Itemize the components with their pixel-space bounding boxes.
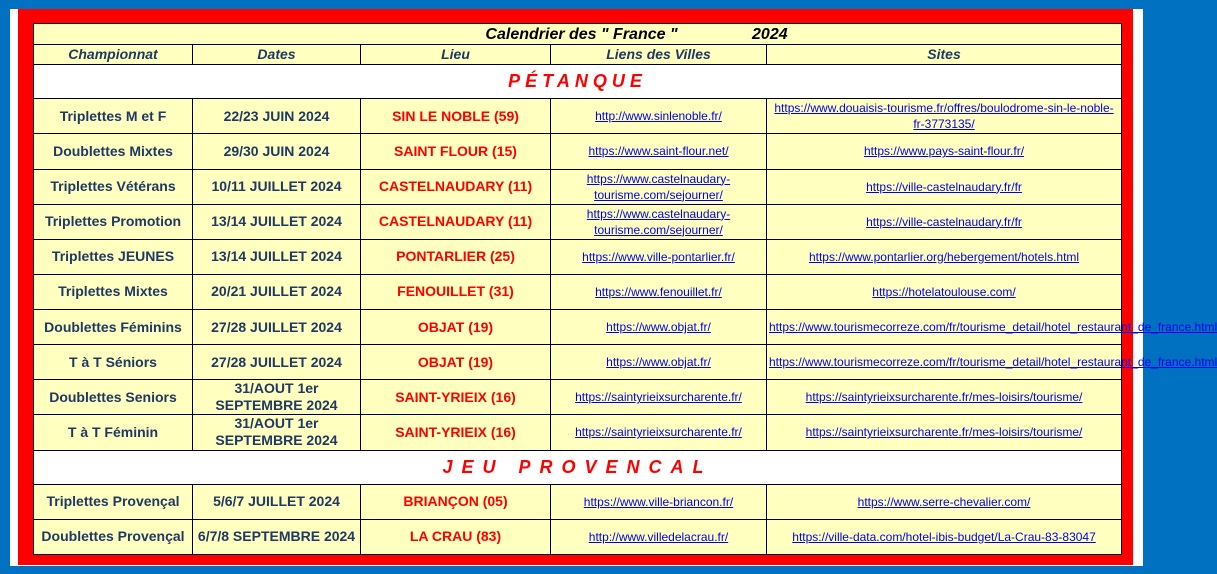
lieu-cell: SAINT-YRIEIX (16) [361,415,551,450]
dates-cell: 13/14 JUILLET 2024 [193,239,361,274]
championnat-cell: Doublettes Mixtes [34,134,193,169]
city-link[interactable]: https://www.saint-flour.net/ [551,134,767,169]
lieu-cell: OBJAT (19) [361,345,551,380]
header-championnat: Championnat [34,45,193,65]
dates-cell: 5/6/7 JUILLET 2024 [193,484,361,519]
site-link[interactable]: https://ville-data.com/hotel-ibis-budget/La-Crau-83-83047 [767,519,1122,554]
header-dates: Dates [193,45,361,65]
lieu-cell: SAINT-YRIEIX (16) [361,380,551,415]
dates-cell: 20/21 JUILLET 2024 [193,274,361,309]
championnat-cell: Triplettes M et F [34,99,193,134]
city-link[interactable]: https://saintyrieixsurcharente.fr/ [551,380,767,415]
site-link[interactable]: https://saintyrieixsurcharente.fr/mes-loisirs/tourisme/ [767,415,1122,450]
section-title: PÉTANQUE [34,65,1122,99]
title-year: 2024 [752,25,788,43]
city-link[interactable]: https://www.objat.fr/ [551,310,767,345]
table-row [34,519,1122,554]
section-title: JEU PROVENCAL [34,450,1122,484]
lieu-cell: CASTELNAUDARY (11) [361,204,551,239]
table-row [34,204,1122,239]
city-link[interactable]: https://www.ville-pontarlier.fr/ [551,239,767,274]
lieu-cell: PONTARLIER (25) [361,239,551,274]
header-lieu: Lieu [361,45,551,65]
championnat-cell: Triplettes Vétérans [34,169,193,204]
site-link[interactable]: https://www.tourismecorreze.com/fr/tourisme_detail/hotel_restaurant_de_france.html [767,310,1122,345]
header-liens: Liens des Villes [551,45,767,65]
lieu-cell: SIN LE NOBLE (59) [361,99,551,134]
city-link[interactable]: http://www.villedelacrau.fr/ [551,519,767,554]
title-row [34,24,1122,45]
site-link[interactable]: https://saintyrieixsurcharente.fr/mes-loisirs/tourisme/ [767,380,1122,415]
lieu-cell: OBJAT (19) [361,310,551,345]
section-row-jeu-provencal [34,450,1122,484]
table-row [34,380,1122,415]
header-sites: Sites [767,45,1122,65]
dates-cell: 27/28 JUILLET 2024 [193,310,361,345]
title-cell [34,24,1122,45]
city-link[interactable]: http://www.sinlenoble.fr/ [551,99,767,134]
championnat-cell: Triplettes Mixtes [34,274,193,309]
site-link[interactable]: https://www.tourismecorreze.com/fr/tourisme_detail/hotel_restaurant_de_france.html [767,345,1122,380]
table-row [34,99,1122,134]
table-row [34,415,1122,450]
city-link[interactable]: https://www.objat.fr/ [551,345,767,380]
dates-cell: 27/28 JUILLET 2024 [193,345,361,380]
championnat-cell: T à T Féminin [34,415,193,450]
calendar-table [33,23,1217,555]
table-row [34,310,1122,345]
dates-cell: 10/11 JUILLET 2024 [193,169,361,204]
championnat-cell: Doublettes Seniors [34,380,193,415]
championnat-cell: Triplettes Provençal [34,484,193,519]
table-row [34,345,1122,380]
city-link[interactable]: https://www.ville-briancon.fr/ [551,484,767,519]
dates-cell: 13/14 JUILLET 2024 [193,204,361,239]
table-row [34,274,1122,309]
table-row [34,484,1122,519]
lieu-cell: LA CRAU (83) [361,519,551,554]
championnat-cell: Triplettes JEUNES [34,239,193,274]
dates-cell: 29/30 JUIN 2024 [193,134,361,169]
city-link[interactable]: https://saintyrieixsurcharente.fr/ [551,415,767,450]
lieu-cell: BRIANÇON (05) [361,484,551,519]
championnat-cell: Doublettes Provençal [34,519,193,554]
city-link[interactable]: https://www.castelnaudary-tourisme.com/sejourner/ [551,169,767,204]
site-link[interactable]: https://www.douaisis-tourisme.fr/offres/boulodrome-sin-le-noble-fr-3773135/ [767,99,1122,134]
dates-cell: 22/23 JUIN 2024 [193,99,361,134]
table-row [34,134,1122,169]
dates-cell: 6/7/8 SEPTEMBRE 2024 [193,519,361,554]
championnat-cell: Triplettes Promotion [34,204,193,239]
site-link[interactable]: https://www.pontarlier.org/hebergement/hotels.html [767,239,1122,274]
page-title: Calendrier des " France " [485,25,678,43]
site-link[interactable]: https://ville-castelnaudary.fr/fr [767,204,1122,239]
site-link[interactable]: https://hotelatoulouse.com/ [767,274,1122,309]
table-row [34,239,1122,274]
section-row-petanque [34,65,1122,99]
city-link[interactable]: https://www.castelnaudary-tourisme.com/sejourner/ [551,204,767,239]
site-link[interactable]: https://www.serre-chevalier.com/ [767,484,1122,519]
table-row [34,169,1122,204]
lieu-cell: SAINT FLOUR (15) [361,134,551,169]
site-link[interactable]: https://www.pays-saint-flour.fr/ [767,134,1122,169]
dates-cell: 31/AOUT 1er SEPTEMBRE 2024 [193,415,361,450]
dates-cell: 31/AOUT 1er SEPTEMBRE 2024 [193,380,361,415]
header-row [34,45,1122,65]
site-link[interactable]: https://ville-castelnaudary.fr/fr [767,169,1122,204]
championnat-cell: Doublettes Féminins [34,310,193,345]
lieu-cell: FENOUILLET (31) [361,274,551,309]
lieu-cell: CASTELNAUDARY (11) [361,169,551,204]
city-link[interactable]: https://www.fenouillet.fr/ [551,274,767,309]
championnat-cell: T à T Séniors [34,345,193,380]
